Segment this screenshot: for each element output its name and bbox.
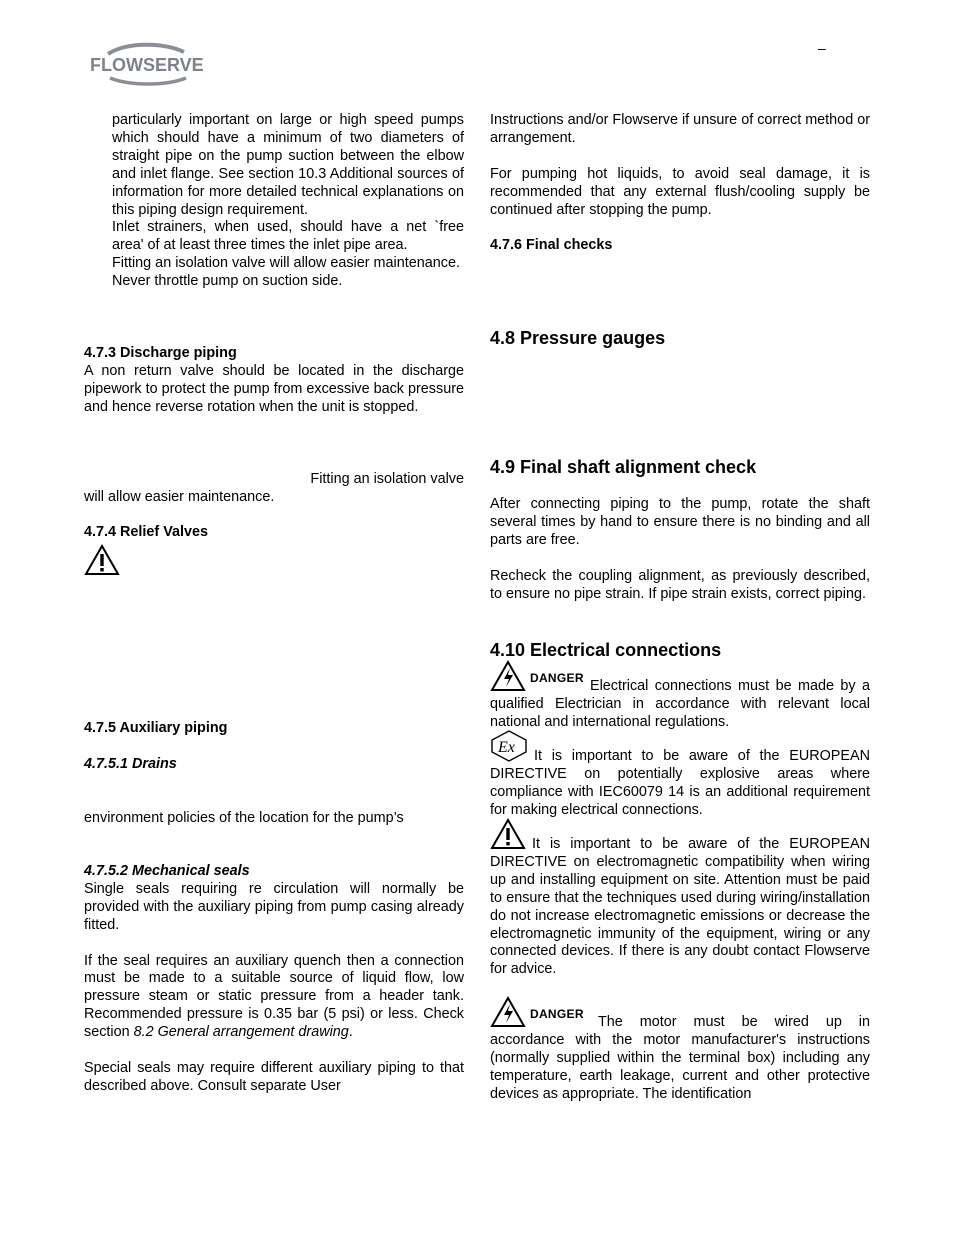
electrical-paragraph-3: It is important to be aware of the EUROPEAN DIRECTIVE on electromagnetic compatibility when wiring up and installing equipment on site. Attention must be paid to ensure that the techniques used during wiring/installation do not increase electromagnetic emissions or decrease the electromagnetic immunity of the equipment, wiring or any connected devices. If there is any doubt contact Flowserve for advice. bbox=[490, 836, 870, 978]
mechanical-seals-paragraph-2: If the seal requires an auxiliary quench then a connection must be made to a suitable source of liquid flow, low pressure steam or static pressure from a header tank. Recommended pressure is 0.35 bar (5 psi) or less. Check section 8.2 General arrangement drawing. bbox=[84, 952, 464, 1041]
discharge-paragraph-1: A non return valve should be located in the discharge pipework to protect the pump from excessive back pressure and hence reverse rotation when the unit is stopped. bbox=[84, 362, 464, 415]
alignment-heading: 4.9 Final shaft alignment check bbox=[490, 457, 757, 477]
suction-paragraph-3: Fitting an isolation valve will allow easier maintenance. bbox=[112, 255, 460, 272]
warning-triangle-icon bbox=[84, 544, 120, 576]
warning-triangle-icon bbox=[490, 818, 526, 850]
continued-paragraph-1: Instructions and/or Flowserve if unsure of correct method or arrangement. bbox=[490, 112, 870, 146]
discharge-paragraph-2b: will allow easier maintenance. bbox=[84, 488, 275, 505]
flowserve-logo bbox=[86, 42, 206, 88]
final-checks-heading: 4.7.6 Final checks bbox=[490, 237, 613, 253]
relief-valves-heading: 4.7.4 Relief Valves bbox=[84, 524, 209, 540]
alignment-paragraph-1: After connecting piping to the pump, rotate the shaft several times by hand to ensure there is no binding and all parts are free. bbox=[490, 496, 870, 548]
suction-paragraph-1: particularly important on large or high speed pumps which should have a minimum of two diameters of straight pipe on the pump suction between the elbow and inlet flange. See section 10.3 Additional sources of information for more detailed technical explanations on this piping design requirement. bbox=[112, 112, 464, 218]
danger-label: DANGER bbox=[530, 671, 584, 685]
pressure-gauges-heading: 4.8 Pressure gauges bbox=[490, 328, 666, 348]
mechanical-seals-heading: 4.7.5.2 Mechanical seals bbox=[84, 863, 250, 879]
electrical-heading: 4.10 Electrical connections bbox=[490, 640, 722, 660]
flowserve-swoosh-icon bbox=[86, 42, 206, 88]
electrical-paragraph-1: Electrical connections must be made by a qualified Electrician in accordance with relevant local national and international regulations. bbox=[490, 678, 870, 730]
auxiliary-piping-heading: 4.7.5 Auxiliary piping bbox=[84, 720, 228, 736]
discharge-heading: 4.7.3 Discharge piping bbox=[84, 345, 237, 361]
suction-paragraph-4: Never throttle pump on suction side. bbox=[112, 273, 343, 290]
electrical-danger-icon bbox=[490, 996, 526, 1028]
section-reference: 8.2 General arrangement drawing bbox=[133, 1024, 349, 1041]
electrical-paragraph-4: The motor must be wired up in accordance with the motor manufacturer's instructions (normally supplied within the terminal box) including any temperature, earth leakage, current and other protective devices as appropriate. The identification bbox=[490, 1014, 870, 1102]
discharge-paragraph-2a: Fitting an isolation valve bbox=[310, 471, 464, 487]
mechanical-seals-paragraph-1: Single seals requiring re circulation will normally be provided with the auxiliary piping from pump casing already fitted. bbox=[84, 880, 464, 933]
drains-paragraph: environment policies of the location for the pump’s bbox=[84, 810, 404, 826]
mechanical-seals-paragraph-3: Special seals may require different auxiliary piping to that described above. Consult separate User bbox=[84, 1059, 464, 1094]
alignment-paragraph-2: Recheck the coupling alignment, as previously described, to ensure no pipe strain. If pipe strain exists, correct piping. bbox=[490, 567, 870, 602]
electrical-paragraph-2: It is important to be aware of the EUROPEAN DIRECTIVE on potentially explosive areas where compliance with IEC60079 14 is an additional requirement for making electrical connections. bbox=[490, 748, 870, 818]
drains-heading: 4.7.5.1 Drains bbox=[84, 756, 177, 772]
continued-paragraph-2: For pumping hot liquids, to avoid seal damage, it is recommended that any external flush/cooling supply be continued after stopping the pump. bbox=[490, 165, 870, 218]
danger-label: DANGER bbox=[530, 1007, 584, 1021]
explosion-proof-ex-icon bbox=[490, 730, 528, 762]
page-mark: – bbox=[818, 40, 826, 56]
suction-paragraph-2: Inlet strainers, when used, should have a net `free area' of at least three times the inlet pipe area. bbox=[112, 219, 464, 254]
ex-symbol-text: Ex bbox=[498, 739, 515, 756]
electrical-danger-icon bbox=[490, 660, 526, 692]
logo-wordmark: FLOWSERVE bbox=[90, 55, 204, 75]
